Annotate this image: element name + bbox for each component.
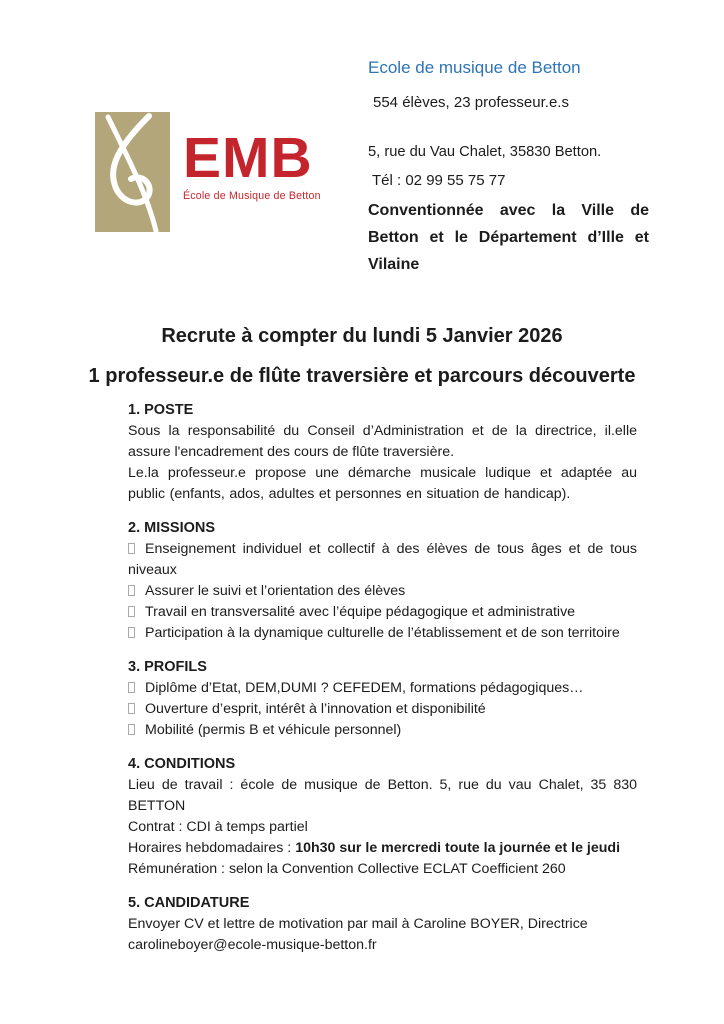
condition-line <box>128 859 637 880</box>
convention-note: Conventionnée avec la Ville de Betton et le Département d’Ille et Vilaine <box>368 202 649 273</box>
paragraph: Sous la responsabilité du Conseil d’Administration et de la directrice, il.elle assure l'encadrement des cours de flûte traversière. <box>128 423 637 460</box>
school-name: Ecole de musique de Betton <box>368 58 581 77</box>
school-address: 5, rue du Vau Chalet, 35830 Betton. <box>368 144 602 160</box>
condition-line <box>128 838 637 859</box>
bullet-text: Ouverture d’esprit, intérêt à l’innovation et disponibilité <box>145 701 486 717</box>
bullet-item <box>128 623 637 644</box>
condition-line <box>128 817 637 838</box>
bullet-item <box>128 602 637 623</box>
section-heading: 3. PROFILS <box>128 659 207 675</box>
bullet-square-icon <box>128 585 135 596</box>
logo-subtitle: École de Musique de Betton <box>183 190 321 202</box>
line-text: Horaires hebdomadaires : <box>128 840 296 856</box>
bullet-item <box>128 539 637 581</box>
section-missions <box>128 518 637 644</box>
bullet-text: Diplôme d’Etat, DEM,DUMI ? CEFEDEM, formations pédagogiques… <box>145 680 584 696</box>
condition-line <box>128 775 637 817</box>
section-heading: 2. MISSIONS <box>128 520 216 536</box>
emb-logo <box>95 112 321 232</box>
bullet-item <box>128 720 637 741</box>
section-profils <box>128 657 637 741</box>
bullet-square-icon <box>128 543 135 554</box>
bullet-item <box>128 699 637 720</box>
section-heading: 5. CANDIDATURE <box>128 895 250 911</box>
bullet-text: Participation à la dynamique culturelle de l’établissement et de son territoire <box>145 625 620 641</box>
logo-wordmark <box>183 112 321 202</box>
section-candidature <box>128 893 637 956</box>
line-text: Lieu de travail : école de musique de Betton. 5, rue du vau Chalet, 35 830 BETTON <box>128 777 637 814</box>
section-conditions <box>128 754 637 880</box>
school-stats: 554 élèves, 23 professeur.e.s <box>373 94 569 111</box>
bullet-text: Travail en transversalité avec l’équipe pédagogique et administrative <box>145 604 576 620</box>
section-heading: 1. POSTE <box>128 402 194 418</box>
line-bold-text: 10h30 sur le mercredi toute la journée et le jeudi <box>295 840 621 856</box>
line-text: Rémunération : selon la Convention Collective ECLAT Coefficient 260 <box>128 861 566 877</box>
section-poste <box>128 400 637 505</box>
bullet-square-icon <box>128 606 135 617</box>
line-text: Contrat : CDI à temps partiel <box>128 819 308 835</box>
candidature-line <box>128 914 637 935</box>
bullet-text: Enseignement individuel et collectif à des élèves de tous âges et de tous niveaux <box>128 541 637 578</box>
recruitment-title: Recrute à compter du lundi 5 Janvier 2026 <box>161 325 563 347</box>
position-title: 1 professeur.e de flûte traversière et parcours découverte <box>88 365 636 387</box>
bullet-square-icon <box>128 627 135 638</box>
bullet-square-icon <box>128 724 135 735</box>
treble-clef-icon <box>95 112 170 232</box>
bullet-item <box>128 678 637 699</box>
letterhead-info <box>368 58 649 278</box>
bullet-text: Assurer le suivi et l’orientation des élèves <box>145 583 406 599</box>
section-heading: 4. CONDITIONS <box>128 756 236 772</box>
school-phone: Tél : 02 99 55 75 77 <box>372 172 506 189</box>
line-text: Envoyer CV et lettre de motivation par mail à Caroline BOYER, Directrice <box>128 916 588 932</box>
letterhead <box>0 0 724 300</box>
paragraph: Le.la professeur.e propose une démarche musicale ludique et adaptée au public (enfants, ados, adultes et personnes en situation de handicap). <box>128 465 637 502</box>
bullet-item <box>128 581 637 602</box>
line-text: carolineboyer@ecole-musique-betton.fr <box>128 937 377 953</box>
bullet-text: Mobilité (permis B et véhicule personnel) <box>145 722 402 738</box>
document-body <box>0 400 724 956</box>
logo-acronym: EMB <box>183 126 313 190</box>
bullet-square-icon <box>128 682 135 693</box>
contact-email <box>128 935 637 956</box>
bullet-square-icon <box>128 703 135 714</box>
